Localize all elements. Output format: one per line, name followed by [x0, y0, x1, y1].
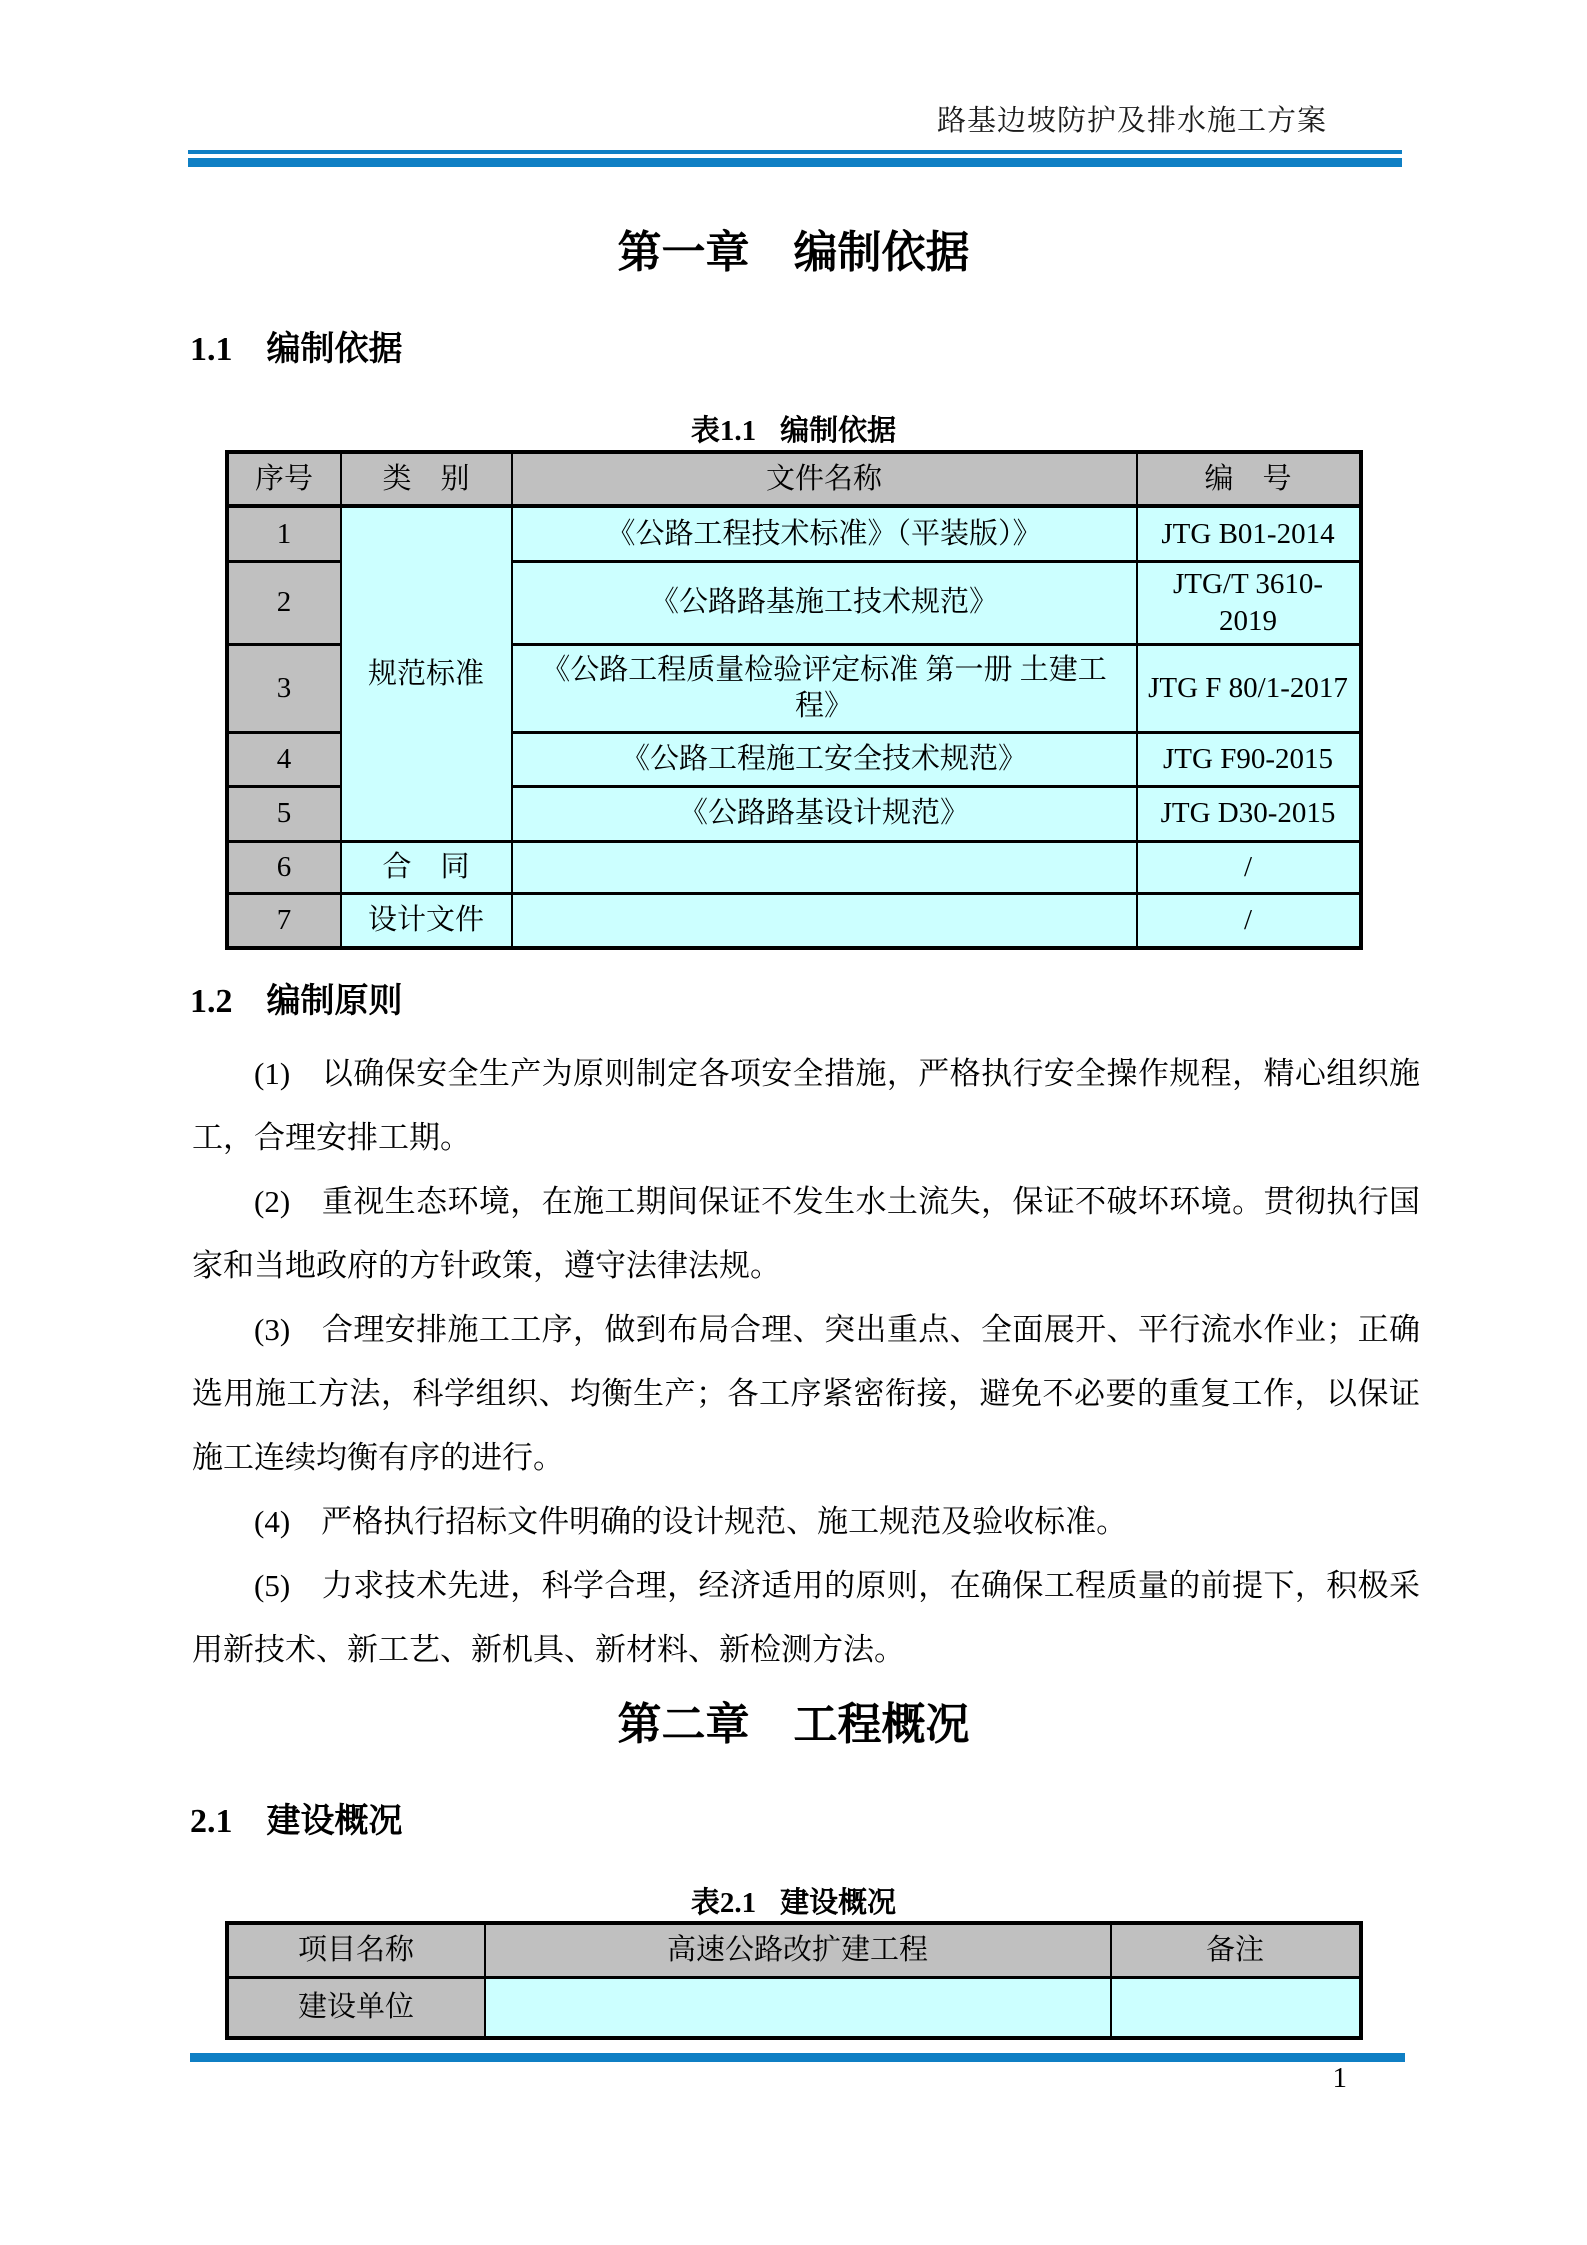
section-2-1-number: 2.1: [190, 1803, 233, 1840]
cell-seq: 1: [227, 506, 341, 561]
table-2-1-caption-number: 表2.1: [690, 1887, 757, 1919]
section-1-1-heading: [190, 330, 1587, 370]
section-1-2-number: 1.2: [190, 983, 233, 1020]
page-number: 1: [1332, 2062, 1347, 2094]
cell-name: 《公路工程质量检验评定标准 第一册 土建工程》: [512, 644, 1137, 732]
table-row: [227, 452, 1361, 506]
table-row: [227, 841, 1361, 893]
cell-note-label: 备注: [1111, 1923, 1361, 1977]
table-2-1-caption: [0, 1888, 1587, 1918]
cell-code: JTG F90-2015: [1137, 732, 1361, 786]
chapter-1-title: 第一章 编制依据: [617, 228, 970, 277]
principle-paragraph-5: (5) 力求技术先进，科学合理，经济适用的原则，在确保工程质量的前提下，积极采用新技术、新工艺、新机具、新材料、新检测方法。: [192, 1568, 1420, 1667]
principle-paragraph-1: (1) 以确保安全生产为原则制定各项安全措施，严格执行安全操作规程，精心组织施工，合理安排工期。: [192, 1056, 1420, 1155]
table-1-1-caption: [0, 416, 1587, 446]
cell-seq: 2: [227, 561, 341, 644]
cell-category-merged: 规范标准: [341, 506, 512, 841]
page-header-title: 路基边坡防护及排水施工方案: [936, 105, 1327, 137]
cell-name: 《公路工程施工安全技术规范》: [512, 732, 1137, 786]
header-cell-seq: 序号: [227, 452, 341, 506]
table-row: [227, 1923, 1361, 1977]
section-1-1-title: 编制依据: [266, 331, 403, 368]
cell-name: [512, 893, 1137, 948]
principle-paragraph-3: (3) 合理安排施工工序，做到布局合理、突出重点、全面展开、平行流水作业；正确选用施工方法，科学组织、均衡生产；各工序紧密衔接，避免不必要的重复工作，以保证施工连续均衡有序的进行。: [192, 1312, 1420, 1475]
table-1-1-caption-title: 编制依据: [780, 415, 897, 447]
principles-text-block: [192, 1042, 1420, 1682]
principle-paragraph-2: (2) 重视生态环境，在施工期间保证不发生水土流失，保证不破坏环境。贯彻执行国家和当地政府的方针政策，遵守法律法规。: [192, 1184, 1420, 1283]
footer-rule: [190, 2053, 1405, 2062]
table-1-1-caption-number: 表1.1: [690, 415, 757, 447]
cell-seq: 6: [227, 841, 341, 893]
section-1-2-title: 编制原则: [266, 983, 403, 1020]
header-cell-category: 类 别: [341, 452, 512, 506]
cell-project-name-value: 高速公路改扩建工程: [485, 1923, 1111, 1977]
cell-project-name-label: 项目名称: [227, 1923, 485, 1977]
table-2-1-caption-title: 建设概况: [780, 1887, 897, 1919]
section-1-2-heading: [190, 982, 1587, 1022]
header-rule-thin: [188, 150, 1402, 154]
header-rule-thick: [188, 158, 1402, 167]
cell-code: /: [1137, 893, 1361, 948]
cell-name: 《公路工程技术标准》（平装版）》: [512, 506, 1137, 561]
cell-seq: 4: [227, 732, 341, 786]
section-1-1-number: 1.1: [190, 331, 233, 368]
cell-name: 《公路路基施工技术规范》: [512, 561, 1137, 644]
cell-category: 合 同: [341, 841, 512, 893]
cell-code: JTG/T 3610-2019: [1137, 561, 1361, 644]
cell-seq: 7: [227, 893, 341, 948]
cell-code: JTG F 80/1-2017: [1137, 644, 1361, 732]
table-row: [227, 506, 1361, 561]
cell-name: [512, 841, 1137, 893]
cell-builder-note: [1111, 1977, 1361, 2038]
cell-code: JTG D30-2015: [1137, 786, 1361, 841]
cell-seq: 5: [227, 786, 341, 841]
table-1-1: [225, 450, 1363, 950]
cell-seq: 3: [227, 644, 341, 732]
table-row: [227, 893, 1361, 948]
cell-builder-label: 建设单位: [227, 1977, 485, 2038]
cell-category: 设计文件: [341, 893, 512, 948]
chapter-2-title: 第二章 工程概况: [617, 1700, 970, 1749]
table-row: [227, 1977, 1361, 2038]
cell-builder-value: [485, 1977, 1111, 2038]
cell-name: 《公路路基设计规范》: [512, 786, 1137, 841]
section-2-1-title: 建设概况: [266, 1803, 403, 1840]
cell-code: /: [1137, 841, 1361, 893]
header-cell-code: 编 号: [1137, 452, 1361, 506]
cell-code: JTG B01-2014: [1137, 506, 1361, 561]
principle-paragraph-4: (4) 严格执行招标文件明确的设计规范、施工规范及验收标准。: [254, 1504, 1128, 1539]
header-cell-name: 文件名称: [512, 452, 1137, 506]
table-2-1: [225, 1921, 1363, 2040]
section-2-1-heading: [190, 1802, 1587, 1842]
